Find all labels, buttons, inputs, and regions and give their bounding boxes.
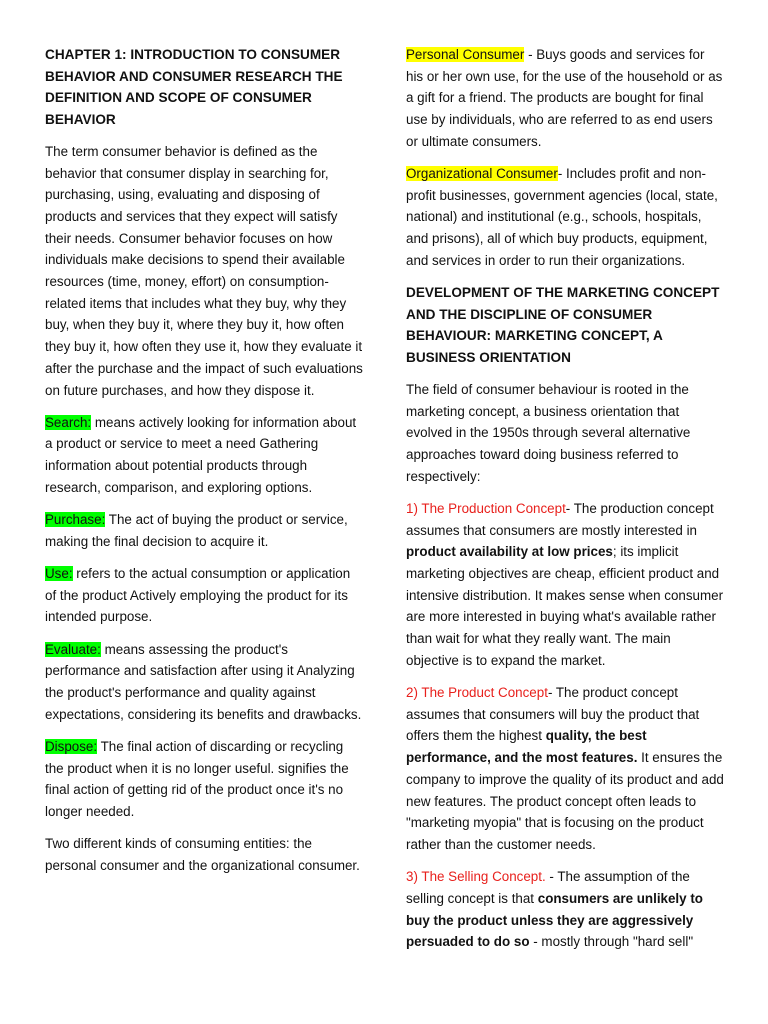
term-label: Dispose: <box>45 738 98 754</box>
product-concept-paragraph <box>406 682 724 856</box>
selling-text-1: - The assumption of the selling concept is that <box>406 869 690 906</box>
term-text: The final action of discarding or recycling the product when it is no longer useful. signifies the final action of getting rid of the product once it's no longer needed. <box>45 738 349 819</box>
term-use <box>45 563 365 628</box>
production-text-1: - The production concept assumes that consumers are mostly interested in <box>406 500 714 538</box>
term-text: means assessing the product's performance and satisfaction after using it Analyzing the product's performance and quality against expectations, considering its benefits and drawbacks. <box>45 641 362 722</box>
term-label: Purchase: <box>45 512 106 528</box>
marketing-intro-paragraph: The field of consumer behaviour is rooted in the marketing concept, a business orientation that evolved in the 1950s through several alternative approaches toward doing business referred to respectively: <box>406 381 691 484</box>
product-text-1: - The product concept assumes that consumers will buy the product that offers them the highest <box>406 684 700 744</box>
product-concept-label: 2) The Product Concept <box>406 684 548 700</box>
selling-concept-paragraph <box>406 866 724 953</box>
term-dispose <box>45 736 365 823</box>
organizational-consumer-paragraph <box>406 163 724 272</box>
term-text: The act of buying the product or service, making the final decision to acquire it. <box>45 512 348 549</box>
chapter-heading: CHAPTER 1: INTRODUCTION TO CONSUMER BEHAVIOR AND CONSUMER RESEARCH THE DEFINITION AND SCOPE OF CONSUMER BEHAVIOR <box>45 47 343 128</box>
organizational-consumer-term: Organizational Consumer <box>406 166 558 182</box>
selling-concept-label: 3) The Selling Concept. <box>406 869 546 885</box>
term-evaluate <box>45 639 365 726</box>
term-label: Evaluate: <box>45 641 101 657</box>
marketing-concept-heading: DEVELOPMENT OF THE MARKETING CONCEPT AND THE DISCIPLINE OF CONSUMER BEHAVIOUR: MARKETING CONCEPT, A BUSINESS ORIENTATION <box>406 285 720 366</box>
term-purchase <box>45 509 365 552</box>
term-label: Use: <box>45 565 73 581</box>
personal-consumer-paragraph <box>406 44 724 153</box>
right-column <box>406 44 724 963</box>
intro-paragraph: The term consumer behavior is defined as the behavior that consumer display in searching for, purchasing, using, evaluating and disposing of products and services that they expect will satisfy their needs. Consumer behavior focuses on how individuals make decisions to spend their available resources (time, money, effort) on consumption-related items that includes what they buy, why they buy, when they buy it, where they buy it, how often they buy it, how often they use it, how they evaluate it after the purchase and the impact of such evaluations on future purchases, and how they dispose it. <box>45 143 363 398</box>
term-text: refers to the actual consumption or application of the product Actively employing the product for its intended purpose. <box>45 565 351 625</box>
production-emphasis: product availability at low prices <box>406 544 613 560</box>
closing-paragraph: Two different kinds of consuming entities: the personal consumer and the organizational consumer. <box>45 836 360 873</box>
product-text-2: It ensures the company to improve the quality of its product and add new features. The product concept often leads to "marketing myopia" that is focusing on the product rather than the customer needs. <box>406 750 724 852</box>
left-column <box>45 44 365 887</box>
selling-emphasis: consumers are unlikely to buy the product unless they are aggressively persuaded to do so <box>406 890 703 950</box>
term-text: means actively looking for information about a product or service to meet a need Gathering information about potential products through research, comparison, and exploring options. <box>45 414 357 495</box>
term-search <box>45 412 365 499</box>
production-concept-paragraph <box>406 498 724 672</box>
term-label: Search: <box>45 414 92 430</box>
selling-text-2: - mostly through "hard sell" <box>529 934 694 950</box>
personal-consumer-text: - Buys goods and services for his or her own use, for the use of the household or as a gift for a friend. The products are bought for final use by individuals, who are referred to as end users or ultimate consumers. <box>406 47 723 149</box>
personal-consumer-term: Personal Consumer <box>406 47 525 62</box>
organizational-consumer-text: - Includes profit and non-profit businesses, government agencies (local, state, national) and institutional (e.g., schools, hospitals, and prisons), all of which buy products, equipment, and services in order to run their organizations. <box>406 166 718 268</box>
production-concept-label: 1) The Production Concept <box>406 500 566 516</box>
product-emphasis: quality, the best performance, and the most features. <box>406 728 647 766</box>
production-text-2: ; its implicit marketing objectives are cheap, efficient product and intensive distribution. It makes sense when consumer are more interested in buying what's available rather than wait for what they really want. The main objective is to expand the market. <box>406 544 724 668</box>
